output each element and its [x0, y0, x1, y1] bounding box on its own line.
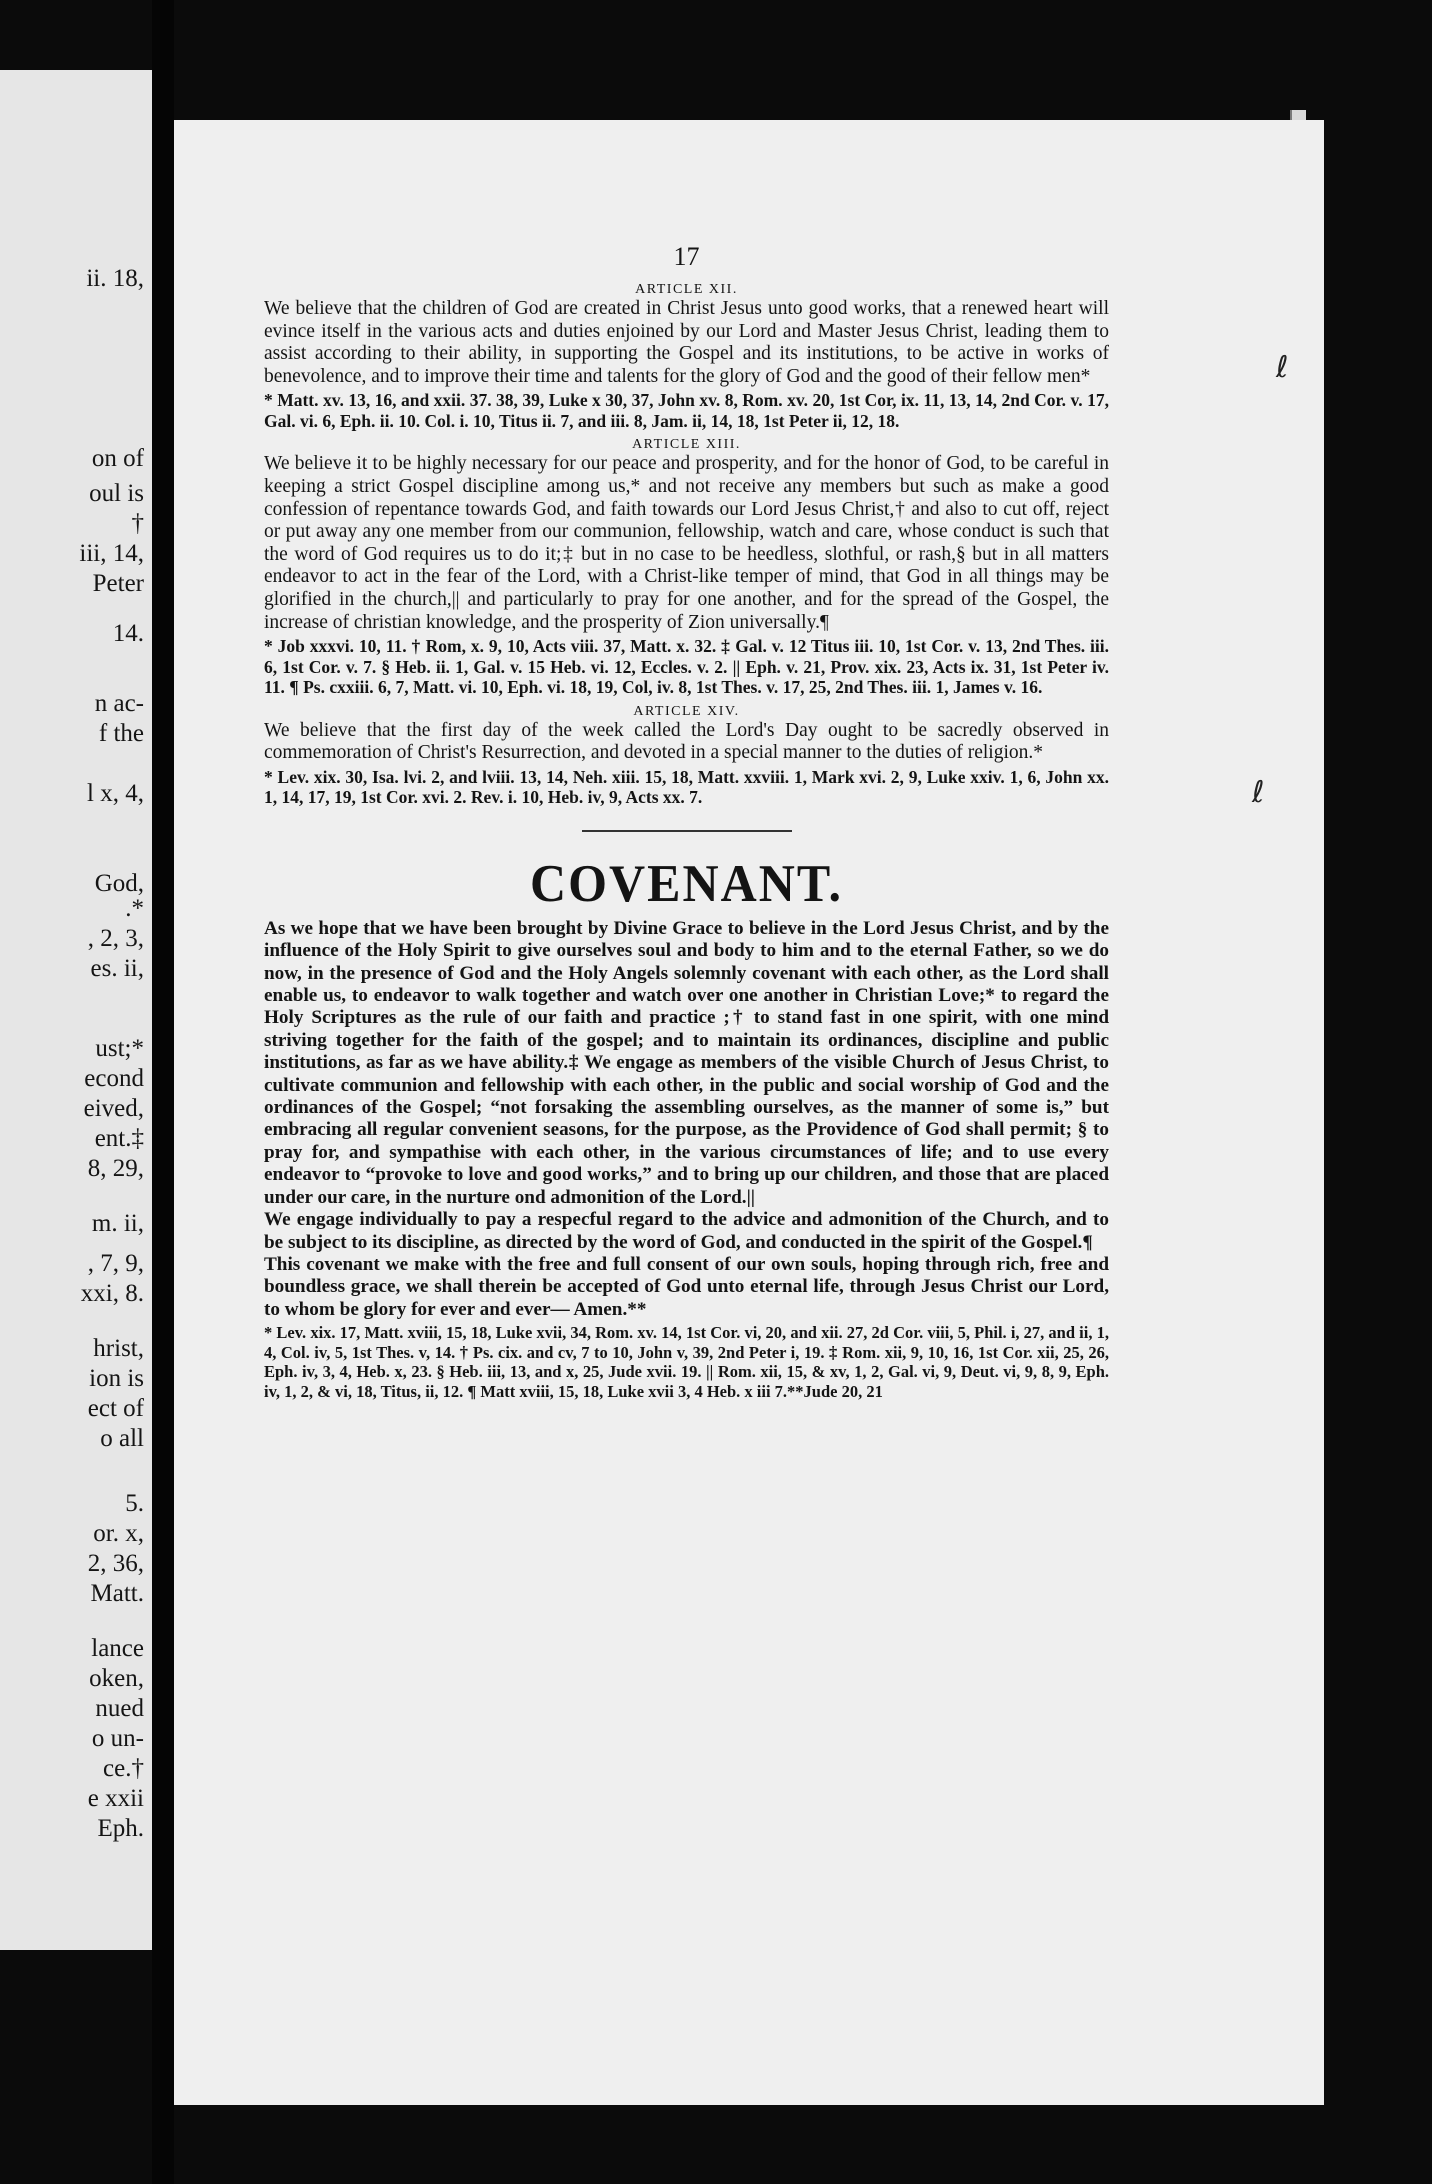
- facing-page-line: lance: [91, 1635, 144, 1662]
- facing-page-line: oken,: [89, 1665, 144, 1692]
- facing-page-line: hrist,: [93, 1335, 144, 1362]
- facing-page-line: God,: [94, 870, 144, 897]
- facing-page-line: xxi, 8.: [80, 1280, 144, 1307]
- article-xii-references: * Matt. xv. 13, 16, and xxii. 37. 38, 39, Luke x 30, 37, John xv. 8, Rom. xv. 20, 1st Cor, ix. 11, 13, 14, 2nd Cor. v. 17, Gal. vi. 6, Eph. ii. 10. Col. i. 10, Titus ii. 7, and iii. 8, Jam. ii, 14, 18, 1st Peter ii, 12, 18.: [264, 390, 1109, 431]
- facing-page-line: , 7, 9,: [87, 1250, 144, 1277]
- facing-page-line: Peter: [92, 570, 144, 597]
- facing-page-fragment: [0, 70, 152, 1950]
- facing-page-line: Eph.: [97, 1815, 144, 1842]
- facing-page-line: or. x,: [93, 1520, 144, 1547]
- facing-page-line: †: [131, 510, 144, 537]
- article-xii-heading: ARTICLE XII.: [635, 282, 738, 297]
- facing-page-line: m. ii,: [91, 1210, 144, 1237]
- facing-page-line: nued: [95, 1695, 144, 1722]
- facing-page-line: ii. 18,: [86, 265, 144, 292]
- page-content: [264, 242, 1109, 1401]
- book-gutter: [152, 0, 174, 2184]
- facing-page-line: on of: [91, 445, 144, 472]
- facing-page-line: 5.: [125, 1490, 144, 1517]
- facing-page-line: ect of: [87, 1395, 144, 1422]
- covenant-paragraph-1: As we hope that we have been brought by Divine Grace to believe in the Lord Jesus Christ, and by the influence of the Holy Spirit to give ourselves soul and body to him and to the eternal Father, so we do now, in the presence of God and the Holy Angels solemnly covenant with each other, as the Lord shall enable us, to endeavor to walk together and watch over one another in Christian Love;* to regard the Holy Scriptures as the rule of our faith and practice ;† to stand fast in one spirit, with one mind striving together for the faith of the gospel; and to maintain its ordinances, discipline and public institutions, as far as we have ability.‡ We engage as members of the visible Church of Jesus Christ, to cultivate communion and fellowship with each other, in the public and social worship of God and the ordinances of the Gospel; “not forsaking the assembling ourselves, as the manner of some is,” but embracing all regular convenient seasons, for the purpose, as the Providence of God shall permit; § to pray for, and sympathise with each other, in the various circumstances of life; and to use every endeavor to “provoke to love and good works,” and to bring up our children, and those that are placed under our care, in the nurture ond admonition of the Lord.||: [264, 917, 1109, 1208]
- facing-page-line: eived,: [83, 1095, 144, 1122]
- facing-page-line: .*: [125, 895, 144, 922]
- facing-page-line: 2, 36,: [87, 1550, 144, 1577]
- facing-page-line: ion is: [89, 1365, 144, 1392]
- covenant-paragraph-2: We engage individually to pay a respecful regard to the advice and admonition of the Church, and to be subject to its discipline, as directed by the word of God, and conducted in the spirit of the Gospel.¶: [264, 1209, 1109, 1253]
- article-xiii-text: We believe it to be highly necessary for our peace and prosperity, and for the honor of God, to be careful in keeping a strict Gospel discipline among us,* and not receive any members but such as make a good confession of repentance towards God, and faith towards our Lord Jesus Christ,† and also to cut off, reject or put away any one member from our communion, fellowship, watch and care, whose conduct is such that the word of God requires us to do it;‡ but in no case to be heedless, slothful, or rash,§ but in all matters endeavor to act in the fear of the Lord, with a Christ-like temper of mind, that God in all things may be glorified in the church,|| and particularly to pray for one another, and for the spread of the Gospel, the increase of christian knowledge, and the prosperity of Zion universally.¶: [264, 453, 1109, 633]
- facing-page-line: ent.‡: [94, 1125, 144, 1152]
- facing-page-line: 14.: [112, 620, 144, 647]
- covenant-paragraph-3: This covenant we make with the free and full consent of our own souls, hoping through rich, free and boundless grace, we shall therein be accepted of God unto eternal life, through Jesus Christ our Lord, to whom be glory for ever and ever— Amen.**: [264, 1253, 1109, 1320]
- facing-page-line: f the: [98, 720, 144, 747]
- facing-page-line: o un-: [91, 1725, 144, 1752]
- facing-page-line: Matt.: [90, 1580, 144, 1607]
- covenant-references: * Lev. xix. 17, Matt. xviii, 15, 18, Luke xvii, 34, Rom. xv. 14, 1st Cor. vi, 20, and xii. 27, 2d Cor. viii, 5, Phil. i, 27, and ii, 1, 4, Col. iv, 5, 1st Thes. v, 14. † Ps. cix. and cv, 7 to 10, John v, 39, 2nd Peter i, 19. ‡ Rom. xii, 9, 10, 16, 1st Cor. xii, 25, 26, Eph. iv, 3, 4, Heb. x, 23. § Heb. iii, 13, and x, 25, Jude xvii. 19. || Rom. xii, 15, & xv, 1, 2, Gal. vi, 9, Deut. vi, 9, 8, 9, Eph. iv, 1, 2, & vi, 18, Titus, ii, 12. ¶ Matt xviii, 15, 18, Luke xvii 3, 4 Heb. x iii 7.**Jude 20, 21: [264, 1323, 1109, 1401]
- facing-page-line: ce.†: [103, 1755, 144, 1782]
- article-xiv-heading: ARTICLE XIV.: [633, 703, 740, 719]
- article-xiii-references: * Job xxxvi. 10, 11. † Rom, x. 9, 10, Acts viii. 37, Matt. x. 32. ‡ Gal. v. 12 Titus iii. 10, 1st Cor. v. 13, 2nd Thes. iii. 6, 1st Cor. v. 7. § Heb. ii. 1, Gal. v. 15 Heb. vi. 12, Eccles. v. 2. || Eph. v. 21, Prov. xix. 23, Acts ix. 31, 1st Peter iv. 11. ¶ Ps. cxxiii. 6, 7, Matt. vi. 10, Eph. vi. 18, 19, Col, iv. 8, 1st Thes. v. 17, 25, 2nd Thes. iii. 1, James v. 16.: [264, 636, 1109, 698]
- facing-page-line: l x, 4,: [87, 780, 144, 807]
- covenant-title: COVENANT.: [530, 853, 843, 913]
- article-xiv-references: * Lev. xix. 30, Isa. lvi. 2, and lviii. 13, 14, Neh. xiii. 15, 18, Matt. xxviii. 1, Mark xvi. 2, 9, Luke xxiv. 1, 6, John xx. 1, 14, 17, 19, 1st Cor. xvi. 2. Rev. i. 10, Heb. iv, 9, Acts xx. 7.: [264, 766, 1109, 808]
- facing-page-line: e xxii: [87, 1785, 144, 1812]
- facing-page-line: oul is: [89, 480, 144, 507]
- facing-page-line: 8, 29,: [87, 1155, 144, 1182]
- facing-page-line: iii, 14,: [79, 540, 144, 567]
- facing-page-line: econd: [84, 1065, 144, 1092]
- page-number: 17: [673, 242, 700, 271]
- margin-mark: ℓ: [1276, 350, 1289, 385]
- document-page: [174, 120, 1324, 2105]
- article-xii-text: We believe that the children of God are created in Christ Jesus unto good works, that a renewed heart will evince itself in the various acts and duties enjoined by our Lord and Master Jesus Christ, leading them to assist according to their ability, in supporting the Gospel and its institutions, to be active in works of benevolence, and to improve their time and talents for the glory of God and the good of their fellow men*: [264, 298, 1109, 387]
- facing-page-line: n ac-: [94, 690, 144, 717]
- section-divider: [582, 830, 792, 832]
- article-xiii-heading: ARTICLE XIII.: [632, 437, 741, 453]
- facing-page-line: es. ii,: [90, 955, 144, 982]
- facing-page-line: , 2, 3,: [87, 925, 144, 952]
- facing-page-line: ust;*: [95, 1035, 144, 1062]
- facing-page-line: o all: [100, 1425, 144, 1452]
- article-xiv-text: We believe that the first day of the week called the Lord's Day ought to be sacredly observed in commemoration of Christ's Resurrection, and devoted in a special manner to the duties of religion.*: [264, 719, 1109, 764]
- margin-mark: ℓ: [1252, 775, 1265, 810]
